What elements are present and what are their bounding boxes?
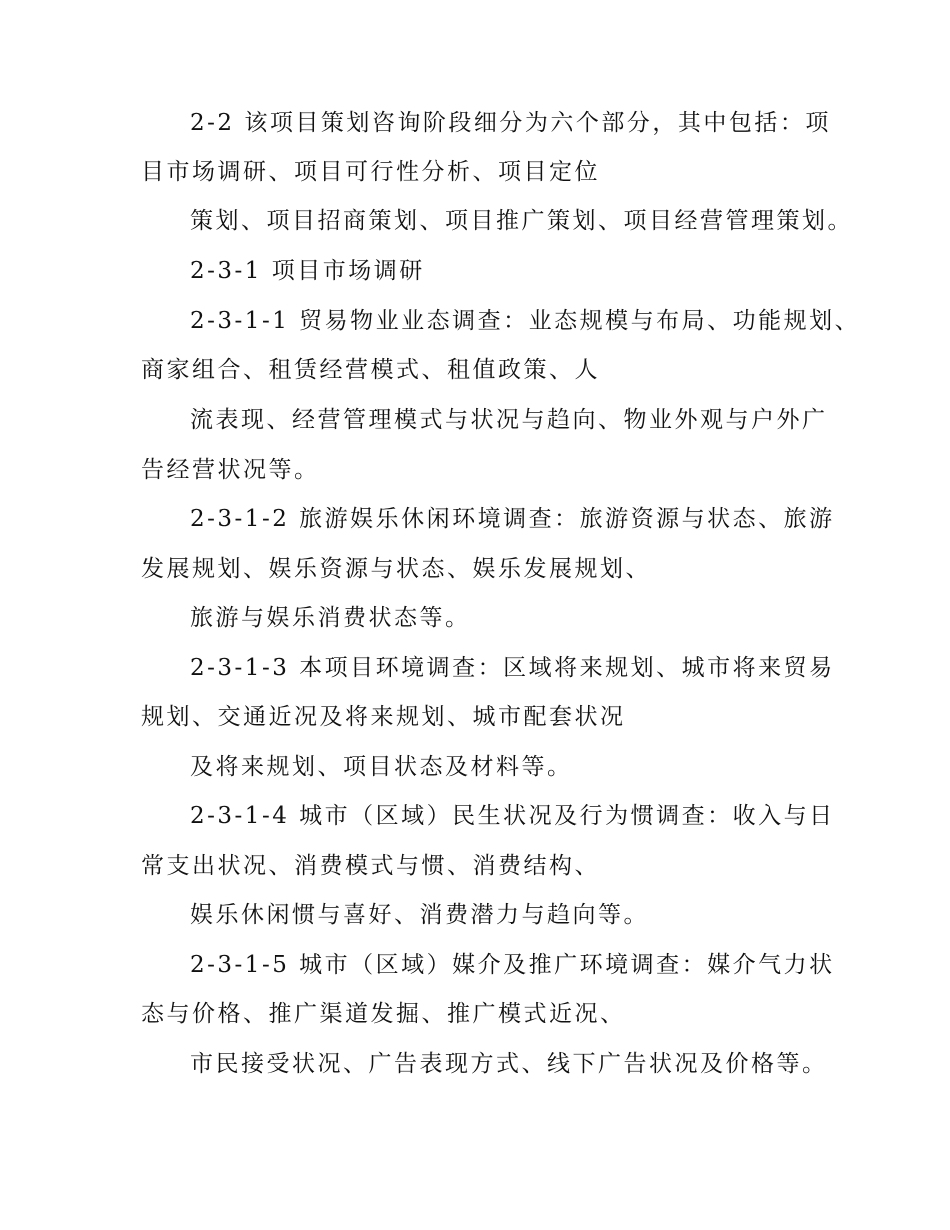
text-line: 流表现、经营管理模式与状况与趋向、物业外观与户外广 (190, 407, 828, 433)
text-line: 策划、项目招商策划、项目推广策划、项目经营管理策划。 (190, 208, 853, 234)
text-line: 告经营状况等。 (141, 457, 320, 483)
text-line: 商家组合、租赁经营模式、租值政策、人 (141, 357, 600, 383)
text-line: 规划、交通近况及将来规划、城市配套状况 (141, 704, 626, 730)
text-line: 市民接受状况、广告表现方式、线下广告状况及价格等。 (190, 1051, 828, 1077)
text-line: 及将来规划、项目状态及材料等。 (190, 754, 573, 780)
text-line: 常支出状况、消费模式与惯、消费结构、 (141, 853, 600, 879)
text-line: 2-3-1-5 城市（区域）媒介及推广环境调查：媒介气力状 (190, 952, 835, 978)
section-heading: 2-3-1 项目市场调研 (190, 258, 425, 284)
text-line: 2-2 该项目策划咨询阶段细分为六个部分，其中包括：项 (190, 110, 831, 136)
text-line: 2-3-1-4 城市（区域）民生状况及行为惯调查：收入与日 (190, 803, 835, 829)
text-line: 2-3-1-3 本项目环境调查：区域将来规划、城市将来贸易 (190, 655, 835, 681)
text-line: 娱乐休闲惯与喜好、消费潜力与趋向等。 (190, 902, 649, 928)
text-line: 2-3-1-1 贸易物业业态调查：业态规模与布局、功能规划、 (190, 308, 861, 334)
text-line: 2-3-1-2 旅游娱乐休闲环境调查：旅游资源与状态、旅游 (190, 506, 835, 532)
text-line: 旅游与娱乐消费状态等。 (190, 605, 471, 631)
text-line: 目市场调研、项目可行性分析、项目定位 (141, 159, 600, 185)
text-line: 发展规划、娱乐资源与状态、娱乐发展规划、 (141, 556, 651, 582)
text-line: 态与价格、推广渠道发掘、推广模式近况、 (141, 1001, 626, 1027)
